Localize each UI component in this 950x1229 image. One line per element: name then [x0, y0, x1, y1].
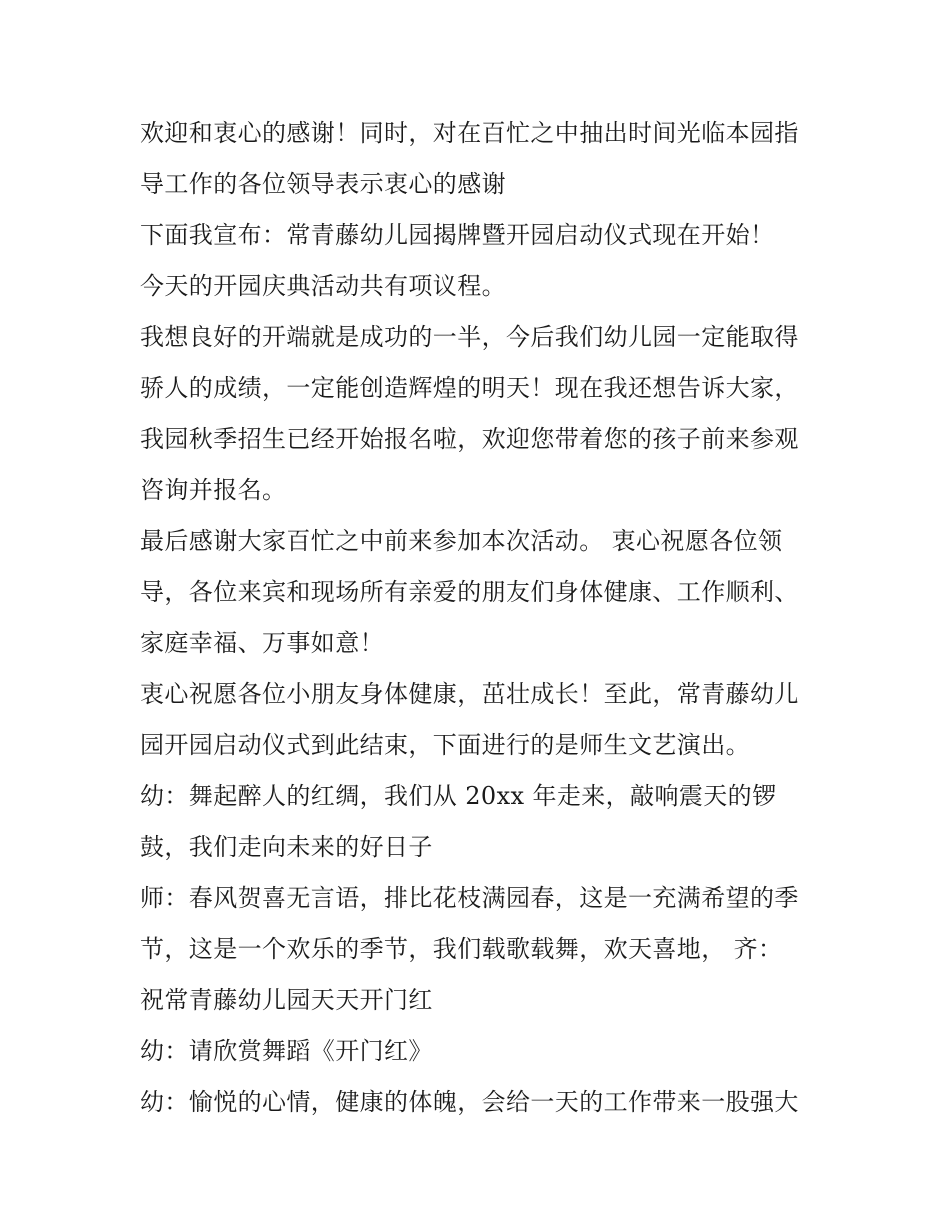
text-line: 鼓，我们走向未来的好日子	[140, 833, 433, 861]
text-line: 今天的开园庆典活动共有项议程。	[140, 272, 506, 300]
text-line: 幼：请欣赏舞蹈《开门红》	[140, 1037, 433, 1065]
text-line: 咨询并报名。	[140, 476, 287, 504]
text-line: 骄人的成绩，一定能创造辉煌的明天！现在我还想告诉大家，	[140, 374, 799, 402]
text-line: 幼：舞起醉人的红绸，我们从 20xx 年走来，敲响震天的锣	[140, 782, 777, 810]
text-line: 衷心祝愿各位小朋友身体健康，茁壮成长！至此，常青藤幼儿	[140, 680, 799, 708]
text-line: 园开园启动仪式到此结束，下面进行的是师生文艺演出。	[140, 731, 750, 759]
document-body	[140, 108, 820, 1128]
text-line: 下面我宣布：常青藤幼儿园揭牌暨开园启动仪式现在开始！	[140, 221, 775, 249]
text-line: 家庭幸福、万事如意！	[140, 629, 384, 657]
text-line: 我想良好的开端就是成功的一半，今后我们幼儿园一定能取得	[140, 323, 799, 351]
text-line: 节，这是一个欢乐的季节，我们载歌载舞，欢天喜地， 齐：	[140, 935, 783, 963]
text-line: 祝常青藤幼儿园天天开门红	[140, 986, 433, 1014]
text-line: 我园秋季招生已经开始报名啦，欢迎您带着您的孩子前来参观	[140, 425, 799, 453]
text-line: 师：春风贺喜无言语，排比花枝满园春，这是一充满希望的季	[140, 884, 799, 912]
text-line: 欢迎和衷心的感谢！同时，对在百忙之中抽出时间光临本园指	[140, 119, 799, 147]
text-line: 导，各位来宾和现场所有亲爱的朋友们身体健康、工作顺利、	[140, 578, 799, 606]
text-line: 导工作的各位领导表示衷心的感谢	[140, 170, 506, 198]
text-line: 最后感谢大家百忙之中前来参加本次活动。 衷心祝愿各位领	[140, 527, 783, 555]
text-line: 幼：愉悦的心情，健康的体魄，会给一天的工作带来一股强大	[140, 1088, 799, 1116]
